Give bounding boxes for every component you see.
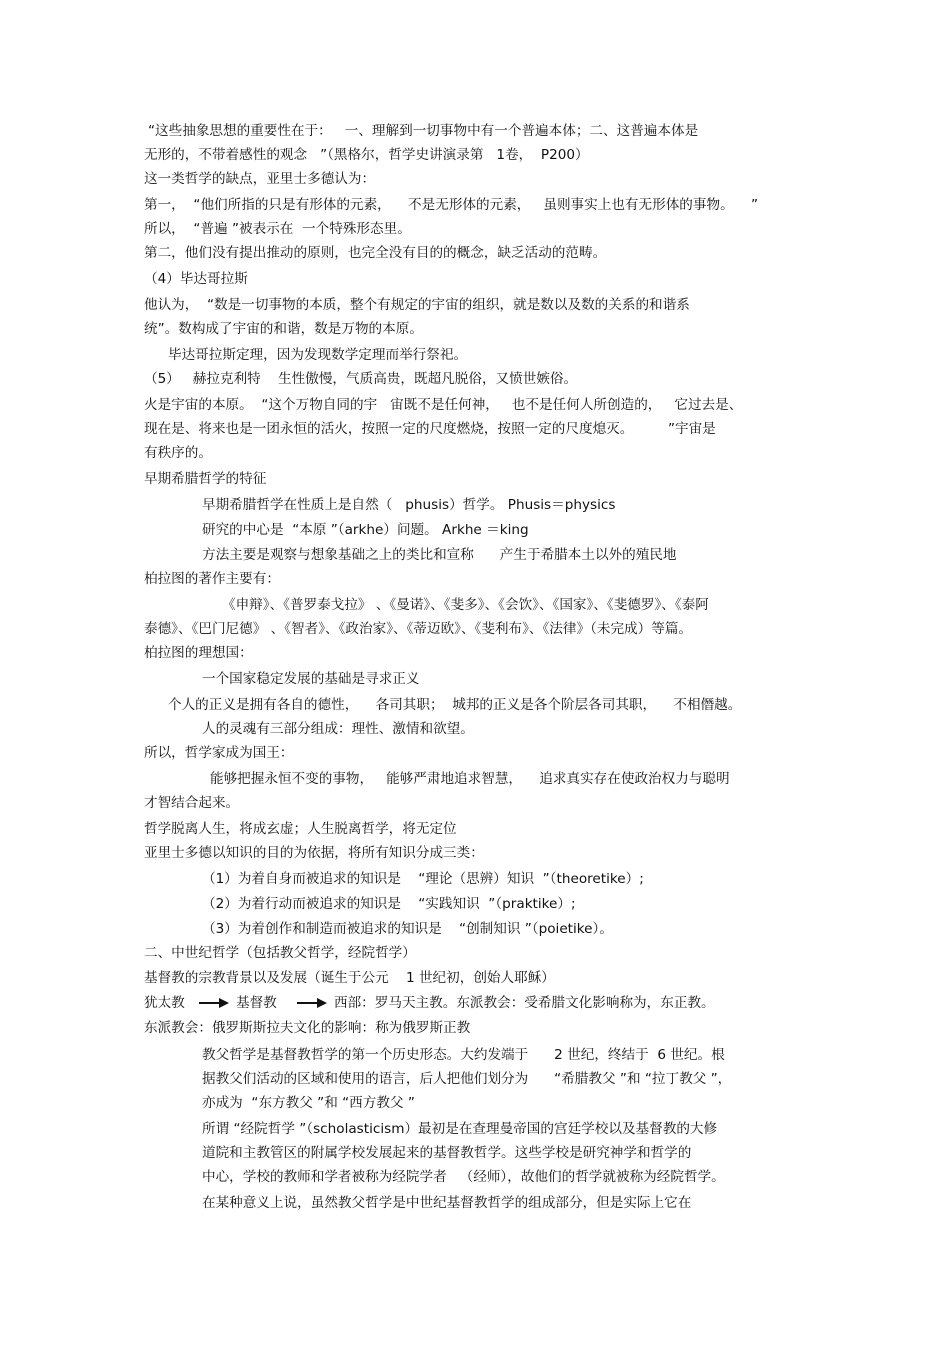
section-heading: （4）毕达哥拉斯: [144, 271, 248, 287]
arrow-right-icon: [198, 997, 230, 1009]
text-line: （2）为着行动而被追求的知识是 “实践知识 ”（praktike）;: [202, 896, 576, 912]
text-line: 所以，哲学家成为国王：: [144, 745, 294, 761]
text-line: 第一， “他们所指的只是有形体的元素， 不是无形体的元素， 虽则事实上也有无形体的事物。 ”: [144, 197, 759, 213]
text-line: 在某种意义上说，虽然教父哲学是中世纪基督教哲学的组成部分，但是实际上它在: [202, 1195, 692, 1211]
text-line: 道院和主教管区的附属学校发展起来的基督教哲学。这些学校是研究神学和哲学的: [202, 1145, 692, 1161]
text-line: 基督教的宗教背景以及发展（诞生于公元 1 世纪初，创始人耶稣）: [144, 970, 555, 986]
section-heading: （5） 赫拉克利特 生性傲慢，气质高贵，既超凡脱俗，又愤世嫉俗。: [144, 371, 578, 387]
text-line: 有秩序的。: [144, 445, 212, 461]
text-line: 第二，他们没有提出推动的原则，也完全没有目的的概念，缺乏活动的范畴。: [144, 245, 607, 261]
text-line: 人的灵魂有三部分组成：理性、激情和欲望。: [202, 721, 474, 737]
flow-node-christianity: 基督教: [236, 995, 277, 1011]
text-line: 他认为， “数是一切事物的本质，整个有规定的宇宙的组织，就是数以及数的关系的和谐系: [144, 297, 690, 313]
text-line: 这一类哲学的缺点，亚里士多德认为：: [144, 171, 376, 187]
section-heading: 二、中世纪哲学（包括教父哲学，经院哲学）: [144, 945, 416, 961]
text-line: 无形的，不带着感性的观念 ”（黑格尔，哲学史讲演录第 1卷， P200）: [144, 147, 589, 163]
text-line: 所谓 “经院哲学 ”（scholasticism）最初是在查理曼帝国的宫廷学校以及基督教的大修: [202, 1121, 718, 1137]
text-line: 个人的正义是拥有各自的德性， 各司其职； 城邦的正义是各个阶层各司其职， 不相僭越。: [168, 697, 742, 713]
text-line: 方法主要是观察与想象基础之上的类比和宣称 产生于希腊本土以外的殖民地: [202, 547, 677, 563]
section-heading: 早期希腊哲学的特征: [144, 471, 267, 487]
text-line: 教父哲学是基督教哲学的第一个历史形态。大约发端于 2 世纪，终结于 6 世纪。根: [202, 1047, 725, 1063]
text-line: 中心，学校的教师和学者被称为经院学者 （经师），故他们的哲学就被称为经院哲学。: [202, 1169, 725, 1185]
arrow-right-icon: [296, 997, 328, 1009]
text-line: 才智结合起来。: [144, 795, 240, 811]
text-line: 统”。数构成了宇宙的和谐，数是万物的本原。: [144, 321, 423, 337]
text-line: 能够把握永恒不变的事物， 能够严肃地追求智慧， 追求真实存在使政治权力与聪明: [210, 771, 730, 787]
text-line: 亚里士多德以知识的目的为依据，将所有知识分成三类：: [144, 845, 484, 861]
text-line: （3）为着创作和制造而被追求的知识是 “创制知识 ”（poietike）。: [202, 921, 613, 937]
text-line: 据教父们活动的区域和使用的语言，后人把他们划分为 “希腊教父 ”和 “拉丁教父 ”，: [202, 1071, 732, 1087]
text-line: 哲学脱离人生，将成玄虚；人生脱离哲学，将无定位: [144, 821, 457, 837]
text-line: 东派教会：俄罗斯斯拉夫文化的影响：称为俄罗斯正教: [144, 1020, 471, 1036]
text-line: 现在是、将来也是一团永恒的活火，按照一定的尺度燃烧，按照一定的尺度熄灭。 ”宇宙是: [144, 421, 716, 437]
text-line: 《申辩》、《普罗泰戈拉》 、《曼诺》、《斐多》、《会饮》、《国家》、《斐德罗》、《泰阿: [222, 597, 709, 613]
text-line: 研究的中心是 “本原 ”（arkhe）问题。 Arkhe ＝king: [202, 522, 529, 538]
flow-node-judaism: 犹太教: [144, 995, 185, 1011]
text-line: 一个国家稳定发展的基础是寻求正义: [202, 671, 420, 687]
flow-node-branches: 西部：罗马天主教。东派教会：受希腊文化影响称为，东正教。: [334, 995, 715, 1011]
text-line: 所以， “普遍 ”被表示在 一个特殊形态里。: [144, 221, 411, 237]
text-line: 火是宇宙的本原。 “这个万物自同的宇 宙既不是任何神， 也不是任何人所创造的， 它过去是、: [144, 397, 743, 413]
text-line: 早期希腊哲学在性质上是自然（ phusis）哲学。 Phusis＝physics: [202, 497, 616, 513]
section-heading: 柏拉图的理想国：: [144, 645, 253, 661]
text-line: （1）为着自身而被追求的知识是 “理论（思辨）知识 ”（theoretike）;: [202, 871, 644, 887]
text-line: 毕达哥拉斯定理，因为发现数学定理而举行祭祀。: [168, 347, 468, 363]
section-heading: 柏拉图的著作主要有：: [144, 571, 280, 587]
text-line: 泰德》、《巴门尼德》 、《智者》、《政治家》、《蒂迈欧》、《斐利布》、《法律》（未完成）等篇。: [144, 621, 693, 637]
text-line: “这些抽象思想的重要性在于： 一、理解到一切事物中有一个普遍本体；二、这普遍本体是: [148, 123, 699, 139]
text-line: 亦成为 “东方教父 ”和 “西方教父 ”: [202, 1095, 415, 1111]
